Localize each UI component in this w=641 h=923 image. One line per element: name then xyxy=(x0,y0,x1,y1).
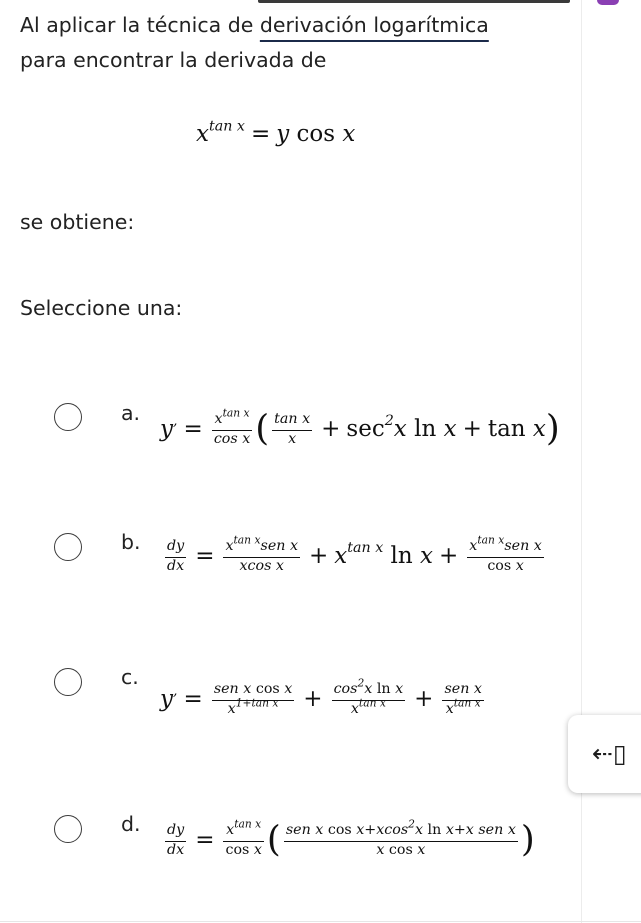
option-d-letter: d. xyxy=(121,812,141,836)
bottom-divider xyxy=(0,921,641,922)
top-progress-bar xyxy=(258,0,570,3)
floating-login-button[interactable] xyxy=(568,715,641,793)
option-a-radio[interactable] xyxy=(54,403,82,431)
sign-in-icon: ⇠▯ xyxy=(592,739,627,768)
option-b-equation: $\frac{dy}{dx}$ = $\frac{x^{tan x}sen x}{\text{xcos x}}$ + $x^{tan x}$ ln x + $\frac{x^{tan x}sen x}{\text{cos x}}$ xyxy=(167,533,542,574)
option-c-equation: y, = $\frac{\text{sen x cos x}}{x^{1+tan x}}$ + $\frac{\cos^2x \ln x}{x^{tan x}}$ + $\frac{\text{sen x}}{x^{tan x}}$ xyxy=(160,676,482,717)
option-b-radio[interactable] xyxy=(54,533,82,561)
log-derivation-link[interactable]: derivación logarítmica xyxy=(259,13,489,37)
obtains-label: se obtiene: xyxy=(20,210,135,234)
question-text xyxy=(20,8,560,78)
select-one-prompt: Seleccione una: xyxy=(20,296,183,320)
option-d-equation: $\frac{dy}{dx}$ = $\frac{x^{tan x}}{\text{cos x}}$ ( $\frac{sen x \cos x+xcos^2x \ln x+x sen x}{\text{x cos x}}$ ) xyxy=(167,817,535,861)
question-line-2: para encontrar la derivada de xyxy=(20,48,327,72)
option-c-radio[interactable] xyxy=(54,668,82,696)
option-c-letter: c. xyxy=(121,665,139,689)
question-intro: Al aplicar la técnica de xyxy=(20,13,260,37)
option-b-letter: b. xyxy=(121,530,141,554)
option-a-equation: y, = $\frac{x^{tan x}}{\text{cos x}}$ ( $\frac{\text{tan x}}{x}$ + $\sec^2x$ ln x + tan x) xyxy=(160,406,560,450)
top-bar xyxy=(0,0,641,5)
option-a-letter: a. xyxy=(121,401,141,425)
option-d-radio[interactable] xyxy=(54,815,82,843)
top-accent-tab xyxy=(597,0,619,5)
given-equation: $x^{tan x} = y$ cos x xyxy=(196,118,356,147)
